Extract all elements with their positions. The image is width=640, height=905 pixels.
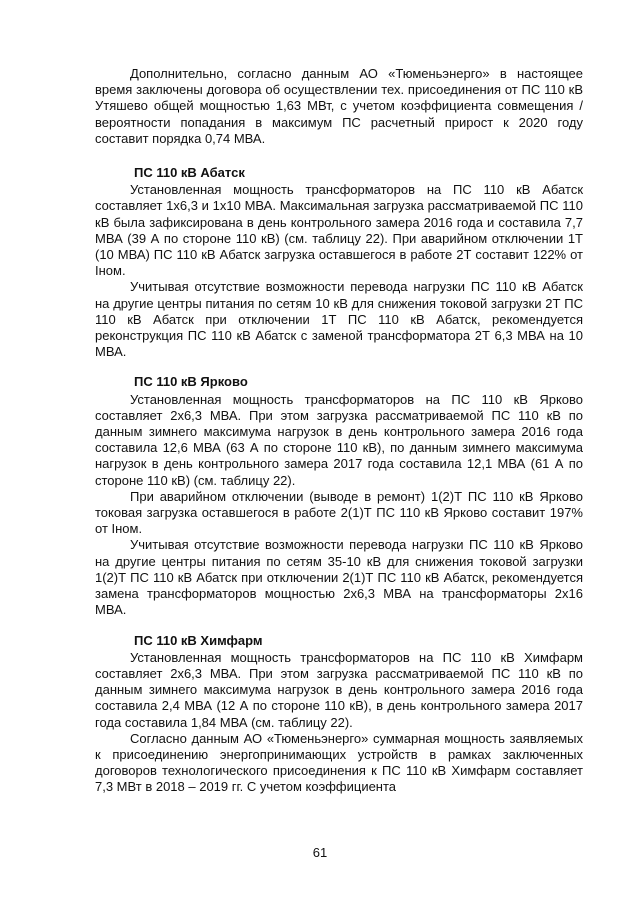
khimfarm-paragraph-1: Установленная мощность трансформаторов на ПС 110 кВ Химфарм составляет 2х6,3 МВА. При этом загрузка рассматриваемой ПС 110 кВ по данным зимнего максимума нагрузок в день контрольного замера 2016 года составила 2,4 МВА (12 А по стороне 110 кВ), в день контрольного замера 2017 года составила 1,84 МВА (см. таблицу 22).: [95, 649, 583, 730]
yarkovo-paragraph-3: Учитывая отсутствие возможности перевода нагрузки ПС 110 кВ Ярково на другие центры питания по сетям 35-10 кВ для снижения токовой загрузки 1(2)Т ПС 110 кВ Абатск при отключении 2(1)Т ПС 110 кВ Абатск, рекомендуется замена трансформаторов мощностью 2х6,3 МВА на трансформаторы 2х16 МВА.: [95, 537, 583, 618]
abatsk-paragraph-2: Учитывая отсутствие возможности перевода нагрузки ПС 110 кВ Абатск на другие центры питания по сетям 10 кВ для снижения токовой загрузки 2Т ПС 110 кВ Абатск при отключении 1Т ПС 110 кВ Абатск, рекомендуется реконструкция ПС 110 кВ Абатск с заменой трансформатора 2Т 6,3 МВА на 10 МВА.: [95, 279, 583, 360]
yarkovo-paragraph-2: При аварийном отключении (выводе в ремонт) 1(2)Т ПС 110 кВ Ярково токовая загрузка оставшегося в работе 2(1)Т ПС 110 кВ Ярково составит 197% от Iном.: [95, 488, 583, 537]
section-title-khimfarm: ПС 110 кВ Химфарм: [134, 632, 263, 648]
page-number: 61: [312, 845, 328, 860]
khimfarm-paragraph-2: Согласно данным АО «Тюменьэнерго» суммарная мощность заявляемых к присоединению энергопринимающих устройств в рамках заключенных договоров технологического присоединения к ПС 110 кВ Химфарм составляет 7,3 МВт в 2018 – 2019 гг. С учетом коэффициента: [95, 730, 583, 795]
intro-paragraph: Дополнительно, согласно данным АО «Тюменьэнерго» в настоящее время заключены договора об осуществлении тех. присоединения от ПС 110 кВ Утяшево общей мощностью 1,63 МВт, с учетом коэффициента совмещения / вероятности попадания в максимум ПС расчетный прирост к 2020 году составит порядка 0,74 МВА.: [95, 66, 583, 146]
abatsk-paragraph-1: Установленная мощность трансформаторов на ПС 110 кВ Абатск составляет 1х6,3 и 1х10 МВА. Максимальная загрузка рассматриваемой ПС 110 кВ была зафиксирована в день контрольного замера 2016 года и составила 7,7 МВА (39 А по стороне 110 кВ) (см. таблицу 22). При аварийном отключении 1Т (10 МВА) ПС 110 кВ Абатск загрузка оставшегося в работе 2Т составит 122% от Iном.: [95, 182, 583, 279]
yarkovo-paragraph-1: Установленная мощность трансформаторов на ПС 110 кВ Ярково составляет 2х6,3 МВА. При этом загрузка рассматриваемой ПС 110 кВ по данным зимнего максимума нагрузок в день контрольного замера 2016 года составила 12,6 МВА (63 А по стороне 110 кВ), по данным зимнего максимума нагрузок в день контрольного замера 2017 года составила 12,1 МВА (61 А по стороне 110 кВ) (см. таблицу 22).: [95, 391, 583, 488]
section-title-abatsk: ПС 110 кВ Абатск: [134, 165, 245, 181]
section-title-yarkovo: ПС 110 кВ Ярково: [134, 374, 248, 390]
document-page: [95, 66, 583, 796]
